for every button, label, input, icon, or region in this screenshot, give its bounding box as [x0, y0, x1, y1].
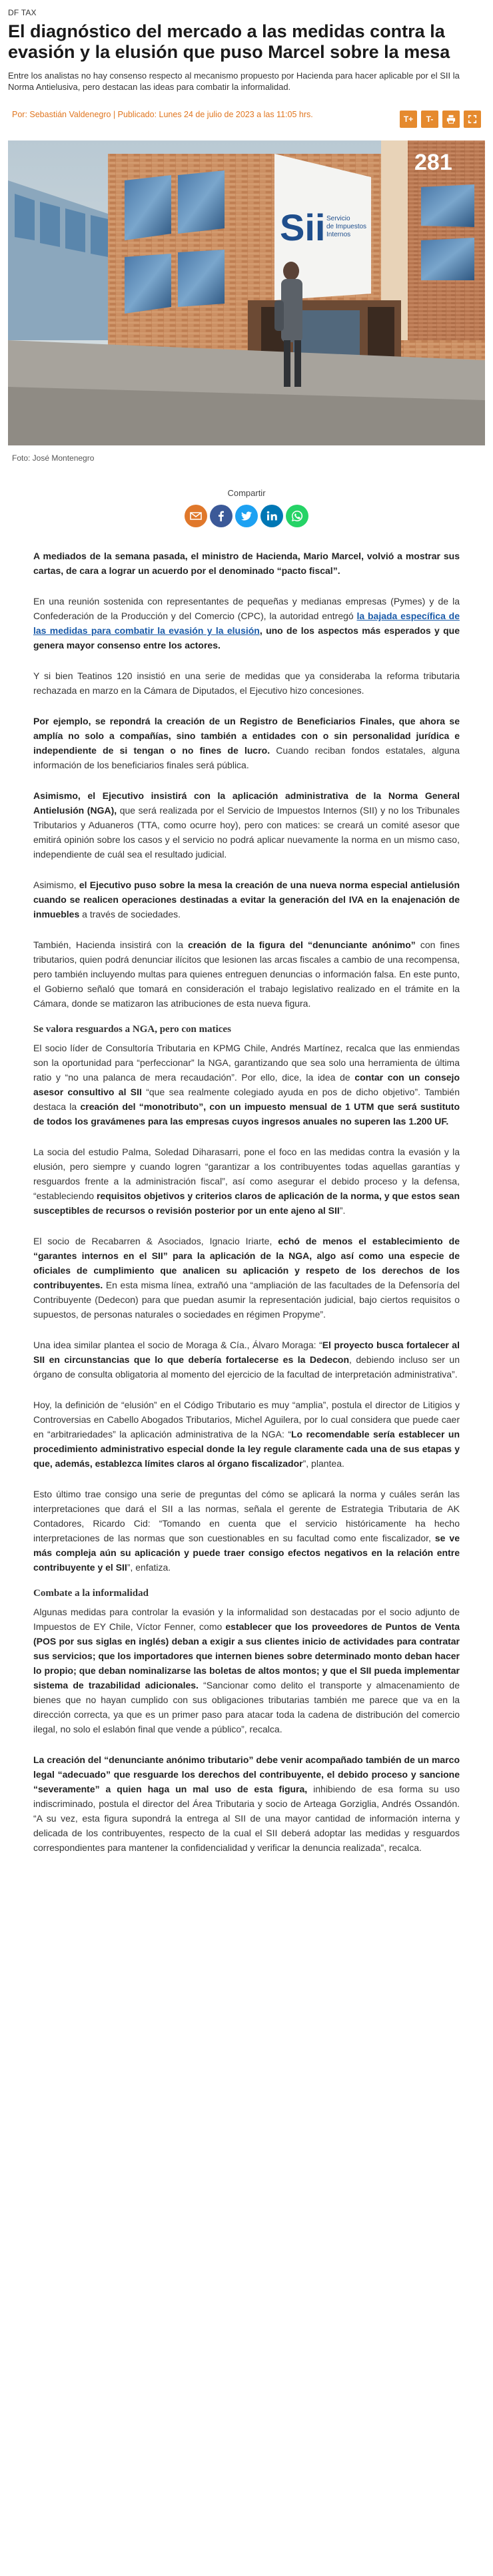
- decrease-font-button[interactable]: T-: [421, 111, 438, 128]
- share-linkedin-button[interactable]: [260, 505, 283, 527]
- svg-text:de Impuestos: de Impuestos: [326, 223, 367, 230]
- share-mail-button[interactable]: [185, 505, 207, 527]
- expand-button[interactable]: [464, 111, 481, 128]
- print-button[interactable]: [442, 111, 460, 128]
- subheading: Se valora resguardos a NGA, pero con matices: [33, 1024, 231, 1035]
- article-photo: [8, 140, 485, 445]
- expand-icon: [468, 115, 477, 124]
- headline: El diagnóstico del mercado a las medidas contra la evasión y la elusión que puso Marcel sobre la mesa: [8, 21, 450, 62]
- photo-sii-building: [8, 140, 485, 445]
- paragraph: La socia del estudio Palma, Soledad Diharasarri, pone el foco en las medidas contra la evasión y la elusión, pero siempre y cuando logren “garantizar a los contribuyentes todas aquellas garantías y resguardos frente a la administración fiscal”, así como asegurar el debido proceso y la defensa, “estableciendo requisitos objetivos y criterios claros de aplicación de la norma, y que estos sean susceptibles de recursos o revisión posterior por un ente ajeno al SII”.: [33, 1147, 460, 1216]
- paragraph: El socio de Recabarren & Asociados, Ignacio Iriarte, echó de menos el establecimiento de “garantes internos en el SII” para la aplicación de la NGA, algo así como una especie de oficiales de cumplimiento que analicen su aplicación y respeto de los derechos de los contribuyentes. En esta misma línea, extrañó una “ampliación de las facultades de la Defensoría del Contribuyente (Dedecon) para que puedan asumir la representación judicial, bajo ciertos requisitos o supuestos, de personas naturales o sociedades en régimen Propyme”.: [33, 1236, 460, 1320]
- byline-row: [8, 105, 485, 135]
- share-icons: [185, 505, 308, 527]
- paragraph: A mediados de la semana pasada, el ministro de Hacienda, Mario Marcel, volvió a mostrar sus cartas, de cara a lograr un acuerdo por el denominado “pacto fiscal”.: [33, 551, 460, 576]
- paragraph: Una idea similar plantea el socio de Moraga & Cía., Álvaro Moraga: “El proyecto busca fortalecer al SII en circunstancias que lo que debería fortalecerse es la Dedecon, debiendo incluso ser un órgano de consulta obligatoria al momento del ejercicio de la facultad de interpretación administrativa”.: [33, 1340, 460, 1380]
- paragraph: Asimismo, el Ejecutivo insistirá con la aplicación administrativa de la Norma General Antielusión (NGA), que será realizada por el Servicio de Impuestos Internos (SII) y no los Tribunales Tributarios y Aduaneros (TTA, como ocurre hoy), pero con matices: se creará un comité asesor que emitirá opinión sobre los casos y el servicio no podrá aplicar nuevamente la norma en un mismo caso, independiente de cuál sea el resultado judicial.: [33, 790, 460, 860]
- svg-text:Servicio: Servicio: [326, 215, 350, 222]
- building-number: [414, 150, 452, 175]
- linkedin-icon: [265, 509, 278, 523]
- paragraph: Esto último trae consigo una serie de preguntas del cómo se aplicará la norma y cuáles serán las interpretaciones que dará el SII a las normas, señala el gerente de Estrategia Tributaria de AK Contadores, Ricardo Cid: “Tomando en cuenta que el servicio históricamente ha hecho interpretaciones de las normas que son cuestionables en su facultad como ente fiscalizador, se ve más compleja aún su aplicación y puede traer consigo efectos negativos en la relación entre contribuyente y el SII”, enfatiza.: [33, 1489, 460, 1573]
- paragraph: Hoy, la definición de “elusión” en el Código Tributario es muy “amplia”, postula el director de Litigios y Controversias en Cabello Abogados Tributarios, Michel Aguilera, por lo cual considera que puede caer en “arbitrariedades” la aplicación administrativa de la NGA: “Lo recomendable sería establecer un procedimiento administrativo especial donde la ley regule claramente cada una de sus etapas y que, además, establezca límites claros al órgano fiscalizador”, plantea.: [33, 1400, 460, 1469]
- paragraph: Algunas medidas para controlar la evasión y la informalidad son destacadas por el socio adjunto de Impuestos de EY Chile, Víctor Fenner, como establecer que los proveedores de Puntos de Venta (POS por sus siglas en inglés) deban a exigir a sus clientes inicio de actividades para contratar sus servicios; que los importadores que internen bienes sobre determinado monto deban hacer lo propio; que deban nominalizarse las boletas de altos montos; y que el SII pueda implementar sistema de trazabilidad adicionales. “Sancionar como delito el transporte y almacenamiento de bienes que no hayan cumplido con sus obligaciones tributarias también me parece que va en la dirección correcta, ya que es un primer paso para atacar toda la cadena de distribución del comercio ilegal, no solo el eslabón final que vende a público”, recalca.: [33, 1607, 460, 1734]
- byline: Por: Sebastián Valdenegro | Publicado: Lunes 24 de julio de 2023 a las 11:05 hrs.: [12, 110, 313, 119]
- share-bar: [8, 488, 485, 527]
- share-facebook-button[interactable]: [210, 505, 233, 527]
- svg-text:Internos: Internos: [326, 231, 351, 238]
- twitter-icon: [240, 509, 253, 523]
- facebook-icon: [215, 509, 228, 523]
- svg-text:281: 281: [414, 150, 452, 175]
- article-body: [8, 549, 485, 1855]
- paragraph: La creación del “denunciante anónimo tributario” debe venir acompañado también de un marco legal “adecuado” que resguarde los derechos del contribuyente, el debido proceso y sancione “severamente” a quien haga un mal uso de esta figura, inhibiendo de esa forma su uso indiscriminado, postula el director del Área Tributaria y socio de Arteaga Gorziglia, Andrés Ossandón. “A su vez, esta figura supondrá la entrega al SII de una mayor cantidad de información interna y delicada de los contribuyentes, respecto de la cual el SII deberá adoptar las medidas y resguardos correspondientes para mantener la confidencialidad y verificar la denuncia realizada”, recalca.: [33, 1754, 460, 1853]
- printer-icon: [446, 115, 456, 124]
- increase-font-button[interactable]: T+: [400, 111, 417, 128]
- share-label: Compartir: [227, 488, 266, 498]
- paragraph: En una reunión sostenida con representantes de pequeñas y medianas empresas (Pymes) y de la Confederación de la Producción y del Comercio (CPC), la autoridad entregó la bajada específica de las medidas para combatir la evasión y la elusión, uno de los aspectos más esperados y que genera mayor consenso entre los actores.: [33, 596, 460, 650]
- mail-icon: [189, 509, 203, 523]
- share-whatsapp-button[interactable]: [286, 505, 308, 527]
- subheading: Combate a la informalidad: [33, 1588, 149, 1599]
- svg-text:Sii: Sii: [280, 206, 326, 248]
- measures-link[interactable]: la bajada específica de las medidas para combatir la evasión y la elusión: [33, 611, 460, 636]
- paragraph: También, Hacienda insistirá con la creación de la figura del “denunciante anónimo” con fines tributarios, quien podrá denunciar ilícitos que lesionen las arcas fiscales a cambio de una recompensa, pero también incluyendo multas para quienes entreguen denuncias o información falsa. En este punto, el Gobierno señaló que tomará en consideración el trabajo legislativo realizado en el trámite en la Cámara, donde se matizaron las atribuciones de esta nueva figura.: [33, 939, 460, 1009]
- paragraph: Y si bien Teatinos 120 insistió en una serie de medidas que ya consideraba la reforma tributaria rechazada en marzo en la Cámara de Diputados, el Ejecutivo hizo concesiones.: [33, 670, 460, 696]
- section-tag[interactable]: DF TAX: [8, 8, 37, 17]
- article-tools: [400, 111, 481, 128]
- paragraph: El socio líder de Consultoría Tributaria en KPMG Chile, Andrés Martínez, recalca que las enmiendas son la oportunidad para “perfeccionar” la NGA, garantizando que sea solo una herramienta de última ratio y “no una palanca de mera recaudación”. Por ello, dice, la idea de contar con un consejo asesor consultivo al SII “que sea realmente colegiado ayuda en pos de dicho objetivo”. También destaca la creación del “monotributo”, con un impuesto mensual de 1 UTM que será sustituto de todos los gravámenes para las empresas cuyos ingresos anuales no superen las 1.200 UF.: [33, 1043, 460, 1127]
- paragraph: Por ejemplo, se repondrá la creación de un Registro de Beneficiarios Finales, que ahora se amplía no solo a compañías, sino también a entidades con o sin personalidad jurídica e independiente de si tengan o no fines de lucro. Cuando reciban fondos estatales, alguna información de los beneficiarios finales será pública.: [33, 716, 460, 770]
- photo-caption: Foto: José Montenegro: [12, 453, 95, 463]
- whatsapp-icon: [290, 509, 304, 523]
- paragraph: Asimismo, el Ejecutivo puso sobre la mesa la creación de una nueva norma especial antielusión cuando se realicen operaciones destinadas a evitar la generación del IVA en la enajenación de inmuebles a través de sociedades.: [33, 880, 460, 919]
- share-twitter-button[interactable]: [235, 505, 258, 527]
- lede: Entre los analistas no hay consenso respecto al mecanismo propuesto por Hacienda para hacer aplicable por el SII la Norma Antielusiva, pero destacan las ideas para combatir la informalidad.: [8, 71, 460, 92]
